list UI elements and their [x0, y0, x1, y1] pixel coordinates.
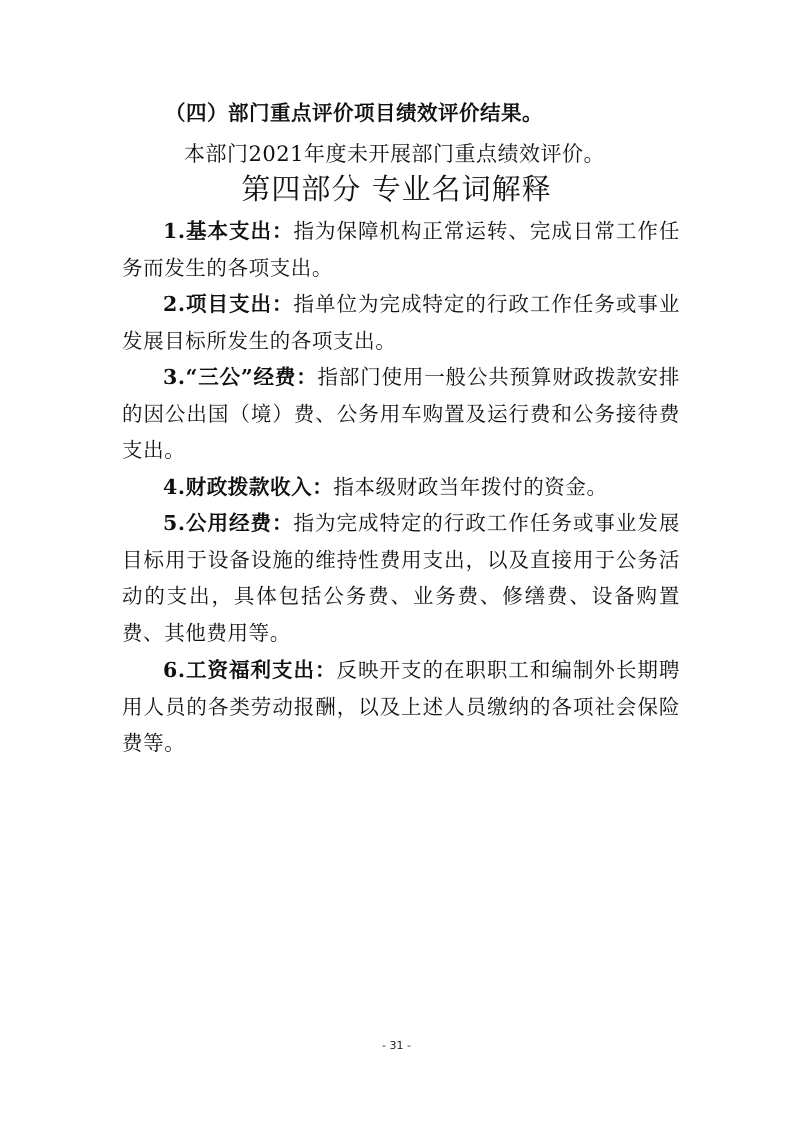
term-label: 2.项目支出： — [163, 292, 294, 316]
term-label: 6.工资福利支出： — [163, 658, 337, 682]
section-text: 本部门2021年度未开展部门重点绩效评价。 — [184, 142, 605, 166]
term-label: 5.公用经费： — [163, 511, 294, 535]
term-label: 3.“三公”经费： — [163, 365, 318, 389]
term-definition: 指部门使用一般公共预算财政拨款安排的因公出国（境）费、公务用车购置及运行费和公务接待费支出。 — [122, 365, 680, 462]
term-label: 1.基本支出： — [163, 219, 294, 243]
section-heading: （四）部门重点评价项目绩效评价结果。 — [165, 101, 543, 125]
term-definition: 指为保障机构正常运转、完成日常工作任务而发生的各项支出。 — [122, 219, 680, 280]
term-label: 4.财政拨款收入： — [163, 475, 334, 499]
page-number: - 31 - — [382, 1039, 411, 1052]
term-paragraph — [122, 213, 680, 286]
term-definition: 指本级财政当年拨付的资金。 — [333, 475, 608, 499]
term-paragraph — [122, 469, 680, 506]
part-title: 第四部分 专业名词解释 — [241, 172, 552, 206]
term-definition: 反映开支的在职职工和编制外长期聘用人员的各类劳动报酬，以及上述人员缴纳的各项社会保险费等。 — [122, 658, 680, 755]
term-paragraph — [122, 505, 680, 651]
term-paragraph — [122, 652, 680, 762]
term-definition: 指为完成特定的行政工作任务或事业发展目标用于设备设施的维持性费用支出，以及直接用于公务活动的支出，具体包括公务费、业务费、修缮费、设备购置费、其他费用等。 — [122, 511, 680, 645]
term-definition: 指单位为完成特定的行政工作任务或事业发展目标所发生的各项支出。 — [122, 292, 680, 353]
term-paragraph — [122, 359, 680, 469]
term-paragraph — [122, 286, 680, 359]
